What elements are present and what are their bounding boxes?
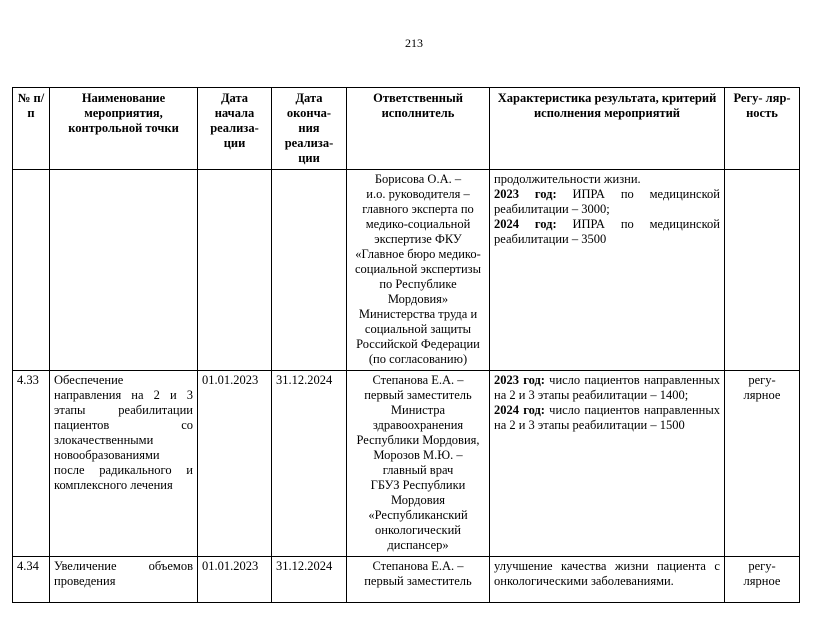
responsible-line: «Главное бюро медико- bbox=[355, 247, 481, 261]
result-item bbox=[494, 559, 720, 589]
responsible-line: по Республике bbox=[379, 277, 457, 291]
responsible-line: Степанова Е.А. – bbox=[372, 559, 464, 573]
responsible-line: Степанова Е.А. – bbox=[372, 373, 464, 387]
responsible-line: диспансер» bbox=[387, 538, 449, 552]
row-regularity: регу- лярное bbox=[725, 371, 800, 557]
page-number: 213 bbox=[405, 36, 423, 50]
responsible-line: Морозов М.Ю. – bbox=[373, 448, 463, 462]
row-end-date: 31.12.2024 bbox=[272, 557, 347, 603]
header-start-date: Дата начала реализа- ции bbox=[198, 88, 272, 170]
result-item bbox=[494, 403, 720, 433]
responsible-line: здравоохранения bbox=[372, 418, 464, 432]
row-regularity bbox=[725, 170, 800, 371]
responsible-line: «Республиканский bbox=[368, 508, 468, 522]
row-activity-name: Обеспечение направления на 2 и 3 этапы реабилитации пациентов со злокачественными новообразованиями после радикального и комплексного лечения bbox=[50, 371, 198, 557]
responsible-line: первый заместитель bbox=[364, 388, 472, 402]
responsible-line: социальной экспертизы bbox=[354, 262, 481, 276]
responsible-line: Республики Мордовия, bbox=[356, 433, 480, 447]
result-text: ИПРА по медицинской реабилитации – 3000; bbox=[494, 187, 720, 216]
result-year-label: 2023 год: bbox=[494, 187, 557, 201]
responsible-line: (по согласованию) bbox=[368, 352, 468, 366]
table-row bbox=[13, 170, 800, 371]
row-start-date bbox=[198, 170, 272, 371]
result-year-label: 2024 год: bbox=[494, 403, 545, 417]
row-result bbox=[490, 170, 725, 371]
result-text: улучшение качества жизни пациента с онкологическими заболеваниями. bbox=[494, 559, 720, 588]
header-name: Наименование мероприятия, контрольной точки bbox=[50, 88, 198, 170]
header-regularity: Регу- ляр- ность bbox=[725, 88, 800, 170]
table-row bbox=[13, 371, 800, 557]
header-num: № п/п bbox=[13, 88, 50, 170]
responsible-line: главный врач bbox=[382, 463, 454, 477]
table-row bbox=[13, 557, 800, 603]
result-text: число пациентов направленных на 2 и 3 этапы реабилитации – 1400; bbox=[494, 373, 720, 402]
row-end-date bbox=[272, 170, 347, 371]
responsible-line: Мордовия bbox=[390, 493, 446, 507]
row-responsible bbox=[347, 170, 490, 371]
result-item bbox=[494, 187, 720, 217]
result-text: продолжительности жизни. bbox=[494, 172, 641, 186]
responsible-line: социальной защиты bbox=[364, 322, 472, 336]
result-year-label: 2023 год: bbox=[494, 373, 545, 387]
responsible-line: медико-социальной bbox=[365, 217, 471, 231]
responsible-line: ГБУЗ Республики bbox=[370, 478, 466, 492]
responsible-line: экспертизе ФКУ bbox=[374, 232, 462, 246]
row-activity-name bbox=[50, 170, 198, 371]
result-item bbox=[494, 217, 720, 247]
result-year-label: 2024 год: bbox=[494, 217, 557, 231]
row-result bbox=[490, 371, 725, 557]
result-text: ИПРА по медицинской реабилитации – 3500 bbox=[494, 217, 720, 246]
header-responsible: Ответственный исполнитель bbox=[347, 88, 490, 170]
responsible-line: Мордовия» bbox=[387, 292, 449, 306]
header-result: Характеристика результата, критерий исполнения мероприятий bbox=[490, 88, 725, 170]
responsible-line: и.о. руководителя – bbox=[366, 187, 470, 201]
result-item bbox=[494, 172, 720, 187]
row-number bbox=[13, 170, 50, 371]
result-text: число пациентов направленных на 2 и 3 этапы реабилитации – 1500 bbox=[494, 403, 720, 432]
result-item bbox=[494, 373, 720, 403]
row-responsible bbox=[347, 557, 490, 603]
row-result bbox=[490, 557, 725, 603]
responsible-line: Российской Федерации bbox=[356, 337, 480, 351]
responsible-line: Борисова О.А. – bbox=[374, 172, 462, 186]
row-start-date: 01.01.2023 bbox=[198, 557, 272, 603]
header-end-date: Дата оконча- ния реализа- ции bbox=[272, 88, 347, 170]
row-activity-name: Увеличение объемов проведения bbox=[50, 557, 198, 603]
row-regularity: регу- лярное bbox=[725, 557, 800, 603]
row-end-date: 31.12.2024 bbox=[272, 371, 347, 557]
row-responsible bbox=[347, 371, 490, 557]
responsible-line: главного эксперта по bbox=[362, 202, 474, 216]
responsible-line: первый заместитель bbox=[364, 574, 472, 588]
responsible-line: Министерства труда и bbox=[358, 307, 478, 321]
row-number: 4.33 bbox=[13, 371, 50, 557]
responsible-line: Министра bbox=[390, 403, 446, 417]
activities-table bbox=[12, 87, 800, 603]
table-header-row bbox=[13, 88, 800, 170]
responsible-line: онкологический bbox=[375, 523, 461, 537]
row-number: 4.34 bbox=[13, 557, 50, 603]
row-start-date: 01.01.2023 bbox=[198, 371, 272, 557]
